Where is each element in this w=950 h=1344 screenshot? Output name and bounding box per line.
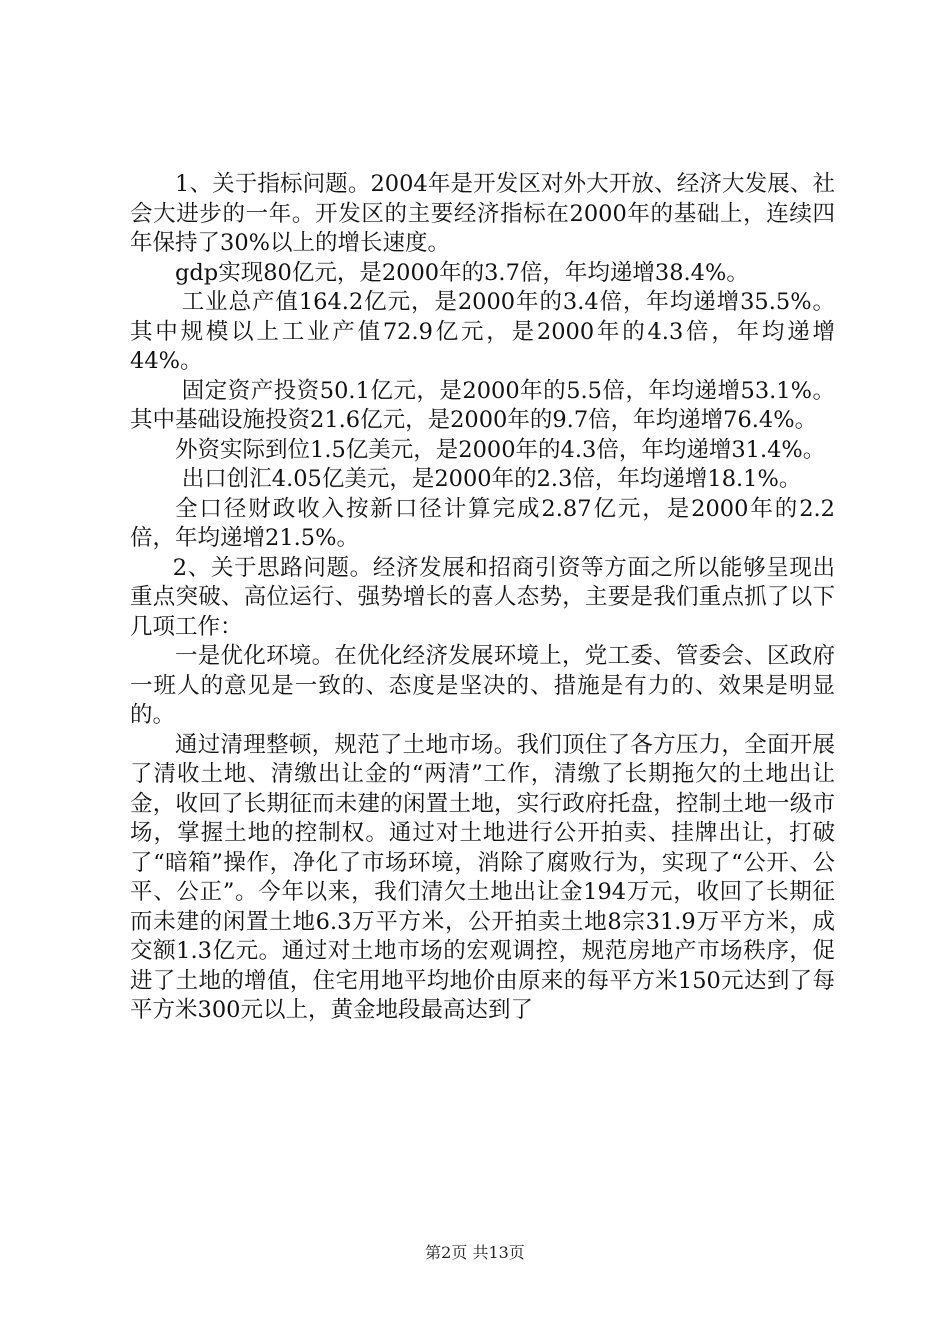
- paragraph-indicators: 1、关于指标问题。2004年是开发区对外大开放、经济大发展、社会大进步的一年。开发区的主要经济指标在2000年的基础上，连续四年保持了30%以上的增长速度。: [130, 171, 835, 256]
- paragraph-fiscal-revenue: 全口径财政收入按新口径计算完成2.87亿元，是2000年的2.2倍，年均递增21.5%。: [130, 495, 835, 551]
- paragraph-land-market: 通过清理整顿，规范了土地市场。我们顶住了各方压力，全面开展了清收土地、清缴出让金的“两清”工作，清缴了长期拖欠的土地出让金，收回了长期征而未建的闲置土地，实行政府托盘，控制土地一级市场，掌握土地的控制权。通过对土地进行公开拍卖、挂牌出让，打破了“暗箱”操作，净化了市场环境，消除了腐败行为，实现了“公开、公平、公正”。今年以来，我们清欠土地出让金194万元，收回了长期征而未建的闲置土地6.3万平方米，公开拍卖土地8宗31.9万平方米，成交额1.3亿元。通过对土地市场的宏观调控，规范房地产市场秩序，促进了土地的增值，住宅用地平均地价由原来的每平方米150元达到了每平方米300元以上，黄金地段最高达到了: [130, 731, 835, 1023]
- document-body: [130, 170, 835, 1026]
- paragraph-approach: 2、关于思路问题。经济发展和招商引资等方面之所以能够呈现出重点突破、高位运行、强势增长的喜人态势，主要是我们重点抓了以下几项工作：: [130, 554, 835, 640]
- paragraph-foreign-investment: 外资实际到位1.5亿美元，是2000年的4.3倍，年均递增31.4%。: [175, 436, 826, 463]
- paragraph-export: 出口创汇4.05亿美元，是2000年的2.3倍，年均递增18.1%。: [181, 466, 802, 492]
- paragraph-industrial-output: 工业总产值164.2亿元，是2000年的3.4倍，年均递增35.5%。其中规模以上工业产值72.9亿元，是2000年的4.3倍，年均递增44%。: [130, 289, 835, 374]
- page-number-footer: 第2页 共13页: [425, 1243, 525, 1262]
- paragraph-gdp: gdp实现80亿元，是2000年的3.7倍，年均递增38.4%。: [175, 259, 749, 286]
- paragraph-fixed-asset-investment: 固定资产投资50.1亿元，是2000年的5.5倍，年均递增53.1%。其中基础设施投资21.6亿元，是2000年的9.7倍，年均递增76.4%。: [130, 377, 835, 433]
- paragraph-environment: 一是优化环境。在优化经济发展环境上，党工委、管委会、区政府一班人的意见是一致的、态度是坚决的、措施是有力的、效果是明显的。: [130, 643, 835, 728]
